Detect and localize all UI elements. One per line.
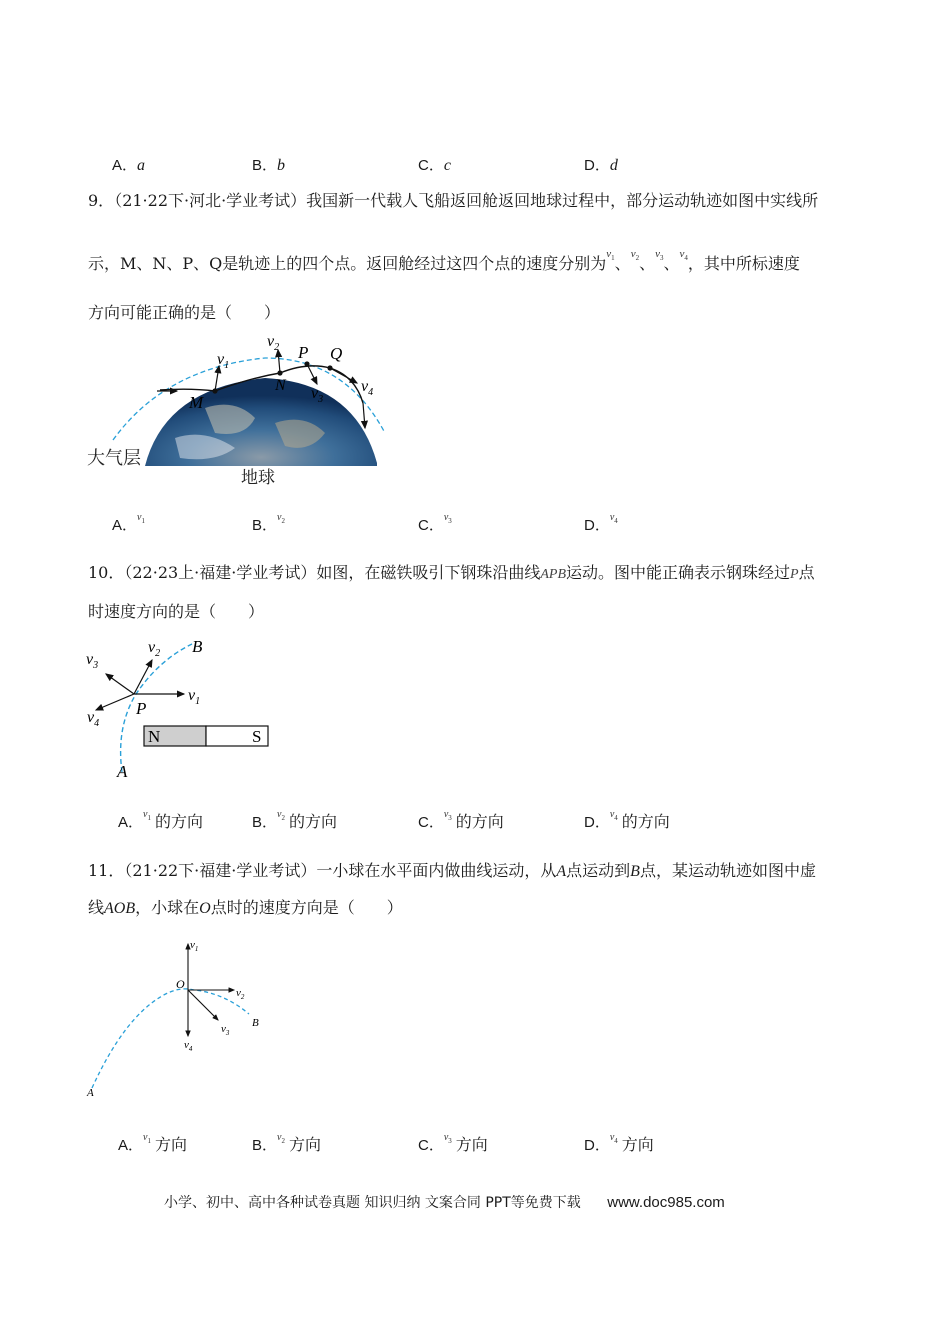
- q8-option-d: D．d: [584, 157, 618, 174]
- svg-text:v3: $v_3$: [221, 1023, 230, 1037]
- q9-line3: 方向可能正确的是（ ）: [88, 303, 281, 322]
- q9-option-a: A．$^{v_1}$: [112, 512, 145, 534]
- q11-line1: 11．（21·22下·福建·学业考试）一小球在水平面内做曲线运动，从A点运动到B点，某运动轨迹如图中虚: [88, 861, 816, 880]
- svg-text:v2: $v_2$: [148, 639, 161, 659]
- vector-v3: [307, 364, 317, 384]
- svg-text:v1: $v_1$: [190, 939, 199, 953]
- svg-text:v4: $v_4$: [361, 378, 374, 398]
- label-p: P: [298, 343, 309, 362]
- q9-figure: [85, 328, 395, 493]
- label-a: A: [87, 1087, 94, 1099]
- q9-source: （21·22下·河北·学业考试）: [114, 191, 307, 210]
- q10-line2: 时速度方向的是（ ）: [88, 602, 265, 621]
- q11-option-b: B．$^{v_2}$ 方向: [252, 1132, 321, 1154]
- vector-v4: [96, 694, 134, 710]
- curve-aob: [92, 989, 249, 1088]
- page-footer: [164, 1192, 725, 1212]
- label-n: N: [275, 377, 286, 394]
- q8-option-b: B．b: [252, 157, 286, 174]
- curve-apb: [121, 644, 192, 772]
- vector-v1: [215, 366, 219, 391]
- q10-option-b: B．$^{v_2}$ 的方向: [252, 809, 337, 831]
- svg-text:S: S: [252, 727, 262, 746]
- q11-option-a: A．$^{v_1}$ 方向: [118, 1132, 187, 1154]
- q10-line1: 10．（22·23上·福建·学业考试）如图，在磁铁吸引下钢珠沿曲线APB运动。图中能正确表示钢珠经过P点: [88, 563, 815, 582]
- vector-v2: [278, 350, 280, 373]
- earth-label: 地球: [241, 468, 275, 487]
- q10-figure: [84, 632, 284, 782]
- q9-line1: 9．（21·22下·河北·学业考试）我国新一代载人飞船返回舱返回地球过程中，部分运动轨迹如图中实线所: [88, 191, 819, 210]
- svg-text:v3: $v_3$: [86, 651, 99, 671]
- q9-number: 9．: [88, 191, 115, 210]
- label-b: B: [192, 637, 203, 656]
- svg-text:N: N: [148, 727, 161, 746]
- label-p: P: [136, 699, 147, 718]
- q10-source: （22·23上·福建·学业考试）: [124, 563, 317, 582]
- q11-figure: [84, 938, 274, 1100]
- svg-text:v4: $v_4$: [87, 709, 100, 729]
- svg-text:v2: $v_2$: [236, 987, 245, 1001]
- q10-option-c: C．$^{v_3}$ 的方向: [418, 809, 504, 831]
- svg-text:v3: $v_3$: [311, 385, 324, 405]
- q8-option-c: C．c: [418, 157, 451, 174]
- svg-text:v1: $v_1$: [188, 687, 201, 707]
- label-q: Q: [330, 344, 343, 363]
- q8-option-a: A．a: [112, 157, 146, 174]
- q9-option-b: B．$^{v_2}$: [252, 512, 285, 534]
- label-b: B: [252, 1017, 259, 1029]
- q10-option-d: D．$^{v_4}$ 的方向: [584, 809, 670, 831]
- q9-line2: 示，M、N、P、Q是轨迹上的四个点。返回舱经过这四个点的速度分别为$^{v_1}$、$^{v_2}$、$^{v_3}$、$^{v_4}$，其中所标速度: [88, 248, 800, 273]
- svg-text:v2: $v_2$: [267, 333, 280, 353]
- q11-line2: 线AOB，小球在O点时的速度方向是（ ）: [88, 898, 403, 917]
- label-o: O: [176, 977, 185, 991]
- svg-text:v4: $v_4$: [184, 1039, 193, 1053]
- footer-text: 小学、初中、高中各种试卷真题 知识归纳 文案合同 PPT等免费下载: [164, 1195, 581, 1211]
- svg-text:v1: $v_1$: [217, 351, 230, 371]
- q11-option-d: D．$^{v_4}$ 方向: [584, 1132, 654, 1154]
- atmosphere-label: 大气层: [87, 448, 141, 468]
- footer-link[interactable]: www.doc985.com: [607, 1194, 725, 1211]
- q9-option-d: D．$^{v_4}$: [584, 512, 618, 534]
- q11-source: （21·22下·福建·学业考试）: [124, 861, 317, 880]
- q10-number: 10．: [88, 563, 125, 582]
- q11-option-c: C．$^{v_3}$ 方向: [418, 1132, 488, 1154]
- q9-option-c: C．$^{v_3}$: [418, 512, 452, 534]
- q11-number: 11．: [88, 861, 125, 880]
- label-a: A: [117, 762, 128, 781]
- q10-option-a: A．$^{v_1}$ 的方向: [118, 809, 203, 831]
- vector-v3: [106, 674, 134, 694]
- label-m: M: [189, 393, 204, 412]
- vector-v2: [134, 660, 152, 694]
